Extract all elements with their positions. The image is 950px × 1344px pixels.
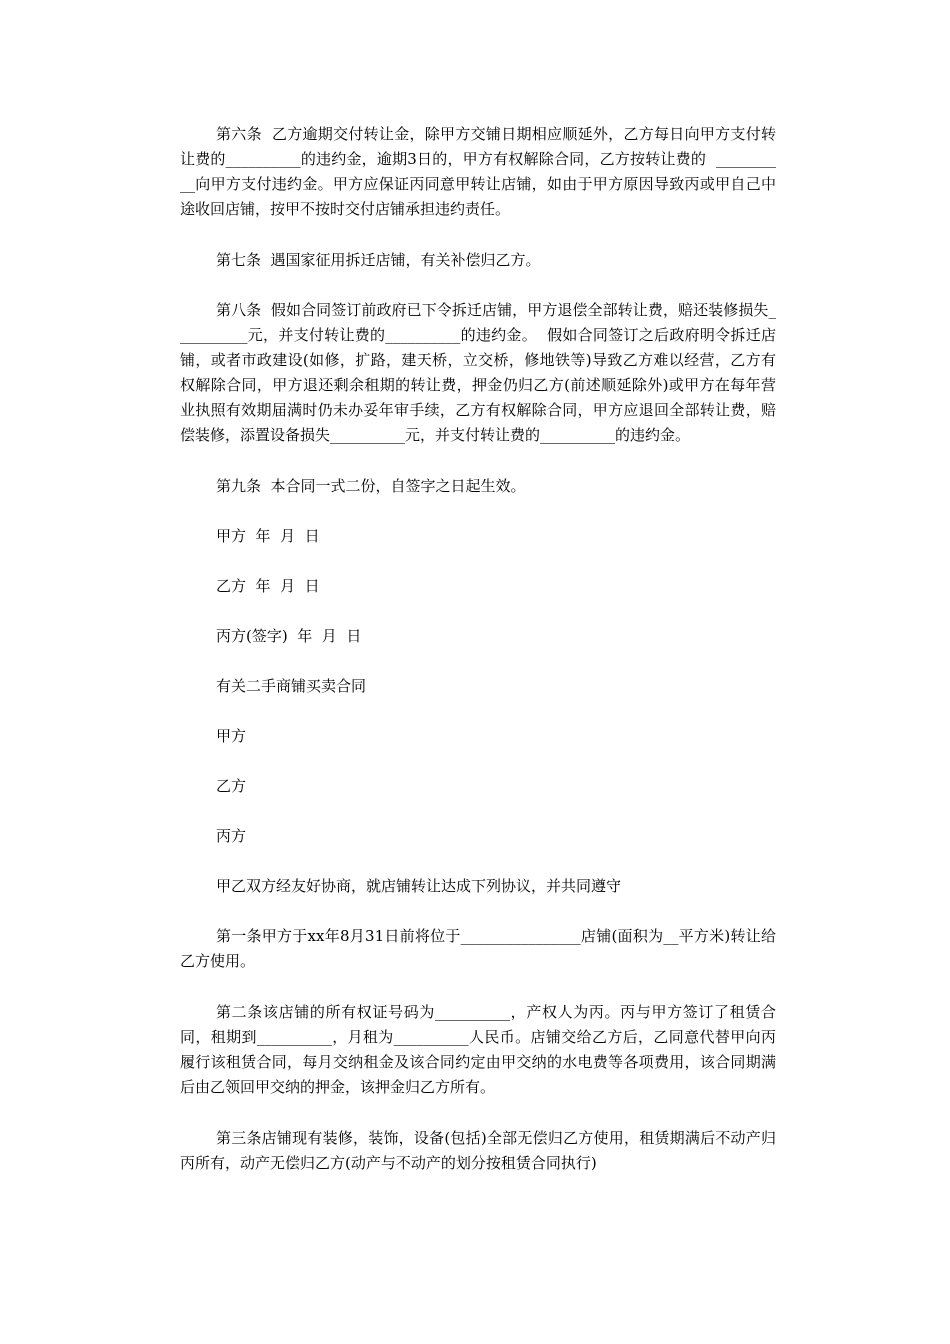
clause-6: 第六条 乙方逾期交付转让金，除甲方交铺日期相应顺延外，乙方每日向甲方支付转让费的__________的违约金，逾期3日的，甲方有权解除合同，乙方按转让费的 __________向甲方支付违约金。甲方应保证丙同意甲转让店铺，如由于甲方原因导致丙或甲自己中途收回店铺，按甲不按时交付店铺承担违约责任。	[180, 125, 776, 218]
article-1: 第一条甲方于xx年8月31日前将位于________________店铺(面积为__平方米)转让给乙方使用。	[180, 927, 776, 970]
clause-7: 第七条 遇国家征用拆迁店铺，有关补偿归乙方。	[216, 251, 541, 269]
signature-party-a: 甲方 年 月 日	[216, 527, 320, 545]
article-2: 第二条该店铺的所有权证号码为__________，产权人为丙。丙与甲方签订了租赁合同，租期到__________，月租为__________人民币。店铺交给乙方后，乙同意代替甲向丙履行该租赁合同，每月交纳租金及该合同约定由甲交纳的水电费等各项费用，该合同期满后由乙领回甲交纳的押金，该押金归乙方所有。	[180, 1003, 776, 1096]
article-3: 第三条店铺现有装修，装饰，设备(包括)全部无偿归乙方使用，租赁期满后不动产归丙所有，动产无偿归乙方(动产与不动产的划分按租赁合同执行)	[180, 1129, 776, 1172]
signature-party-b: 乙方 年 月 日	[216, 577, 320, 595]
agreement-intro: 甲乙双方经友好协商，就店铺转让达成下列协议，并共同遵守	[216, 877, 622, 895]
contract-title: 有关二手商铺买卖合同	[216, 677, 367, 695]
party-a-label: 甲方	[216, 727, 247, 745]
party-b-label: 乙方	[216, 777, 247, 795]
signature-party-c: 丙方(签字) 年 月 日	[216, 627, 362, 645]
clause-8: 第八条 假如合同签订前政府已下令拆迁店铺，甲方退偿全部转让费，赔还装修损失__________元，并支付转让费的__________的违约金。 假如合同签订之后政府明令拆迁店铺，或者市政建设(如修，扩路，建天桥，立交桥，修地铁等)导致乙方难以经营，乙方有权解除合同，甲方退还剩余租期的转让费，押金仍归乙方(前述顺延除外)或甲方在每年营业执照有效期届满时仍未办妥年审手续，乙方有权解除合同，甲方应退回全部转让费，赔偿装修，添置设备损失__________元，并支付转让费的__________的违约金。	[180, 301, 776, 444]
document-body	[180, 122, 776, 1202]
party-c-label: 丙方	[216, 827, 247, 845]
clause-9: 第九条 本合同一式二份，自签字之日起生效。	[216, 477, 526, 495]
